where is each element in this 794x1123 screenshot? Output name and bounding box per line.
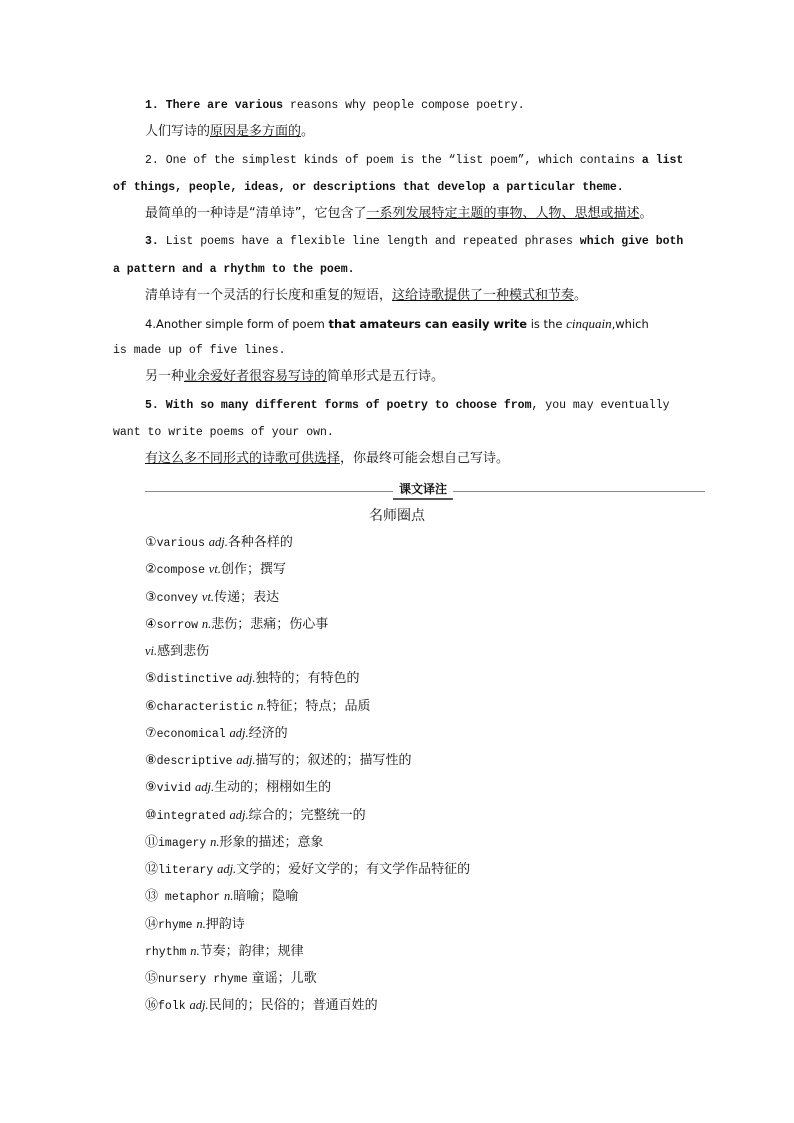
vocab-pos: n. [257,698,267,713]
sentence-2-cn-post: 。 [639,206,653,221]
vocab-pos: n. [210,834,220,849]
sentence-2-cn [145,205,715,223]
vocab-item [145,942,304,962]
vocab-meaning: 综合的；完整统一的 [248,807,366,823]
sentence-3-cn-underline: 这给诗歌提供了一种模式和节奏 [392,288,575,303]
vocab-pos: adj. [236,753,256,767]
vocab-index: ⑩ [145,807,157,823]
sentence-5-number: 5. [145,399,159,412]
vocab-word: rhythm [145,945,187,959]
vocab-pos: adj. [229,725,249,740]
vocab-word: imagery [158,836,207,850]
vocab-meaning: 描写的；叙述的；描写性的 [255,753,412,768]
vocab-index: ④ [145,616,157,632]
sentence-3-number: 3. [145,235,159,248]
sentence-3-bold-a: which give both [579,235,684,248]
vocab-meaning: 民间的；民俗的；普通百姓的 [208,998,378,1014]
vocab-index: ② [145,562,157,578]
vocab-item [145,588,279,608]
vocab-pos: vi. [145,644,158,658]
vocab-meaning: 经济的 [248,725,288,741]
vocab-word: compose [156,564,205,578]
vocab-meaning: 童谣；儿歌 [251,971,317,986]
vocab-item [145,806,366,826]
vocab-item [145,724,288,744]
vocab-index: ⑥ [145,698,157,714]
vocab-item [145,669,360,689]
vocab-item [145,642,209,661]
sentence-4-end: ,which [611,317,649,331]
sentence-1-number: 1. [145,99,159,112]
sentence-4-en-line1 [145,315,715,333]
vocab-pos: vt. [201,589,215,604]
vocab-pos: n. [190,943,200,958]
vocab-meaning: 特征；特点；品质 [266,698,371,714]
sentence-2-bold-a: a list [641,154,684,167]
vocab-pos: adj. [229,807,249,822]
vocab-index: ① [145,535,157,550]
vocab-item [145,915,245,935]
sentence-3-cn-post: 。 [574,288,588,303]
vocab-meaning: 独特的；有特色的 [255,671,360,687]
sentence-1-en [145,97,715,115]
vocab-item [145,860,470,880]
vocab-meaning: 暗喻；隐喻 [233,889,299,905]
vocab-index: ⑨ [145,780,157,796]
vocab-word: convey [156,591,199,605]
sentence-2-en-line1 [145,152,715,170]
vocab-item [145,560,286,580]
vocab-word: rhyme [158,918,193,932]
vocab-word: folk [158,1000,186,1014]
sentence-5-cn-underline: 有这么多不同形式的诗歌可供选择 [145,451,341,466]
vocab-index: ⑭ [145,916,159,932]
vocab-item [145,778,331,798]
vocab-word: vivid [156,782,192,796]
sentence-5-cn-post: ，你最终可能会想自己写诗。 [340,451,510,466]
vocab-word: descriptive [156,755,233,768]
sentence-1-cn-underline: 原因是多方面的 [210,124,302,139]
vocab-item [145,969,317,989]
section-title: 名师圈点 [369,508,425,524]
vocab-meaning: 感到悲伤 [157,644,210,659]
vocab-pos: n. [196,916,206,931]
vocab-word: metaphor [158,891,221,905]
vocab-item [145,833,324,853]
vocab-word: sorrow [156,618,199,632]
vocab-meaning: 悲伤；悲痛；伤心事 [211,616,329,632]
sentence-5-cn [145,450,715,468]
vocab-pos: n. [201,616,212,631]
vocab-word: characteristic [156,700,254,714]
vocab-index: ⑮ [145,971,159,986]
sentence-2-plain: 2. One of the simplest kinds of poem is the “list poem”, which contains [145,154,635,167]
vocab-meaning: 传递；表达 [214,589,280,605]
vocab-word: integrated [156,809,226,823]
sentence-1-cn-pre: 人们写诗的 [145,124,211,139]
vocab-meaning: 形象的描述；意象 [219,834,324,850]
sentence-4-italic: cinquain [566,316,612,331]
sentence-4-mid: is the [530,317,563,331]
vocab-meaning: 创作；撰写 [220,562,286,578]
vocab-word: economical [156,727,226,741]
vocab-meaning: 押韵诗 [205,916,245,932]
vocab-index: ⑪ [145,834,159,850]
sentence-5-en-line2: want to write poems of your own. [113,426,334,439]
sentence-4-cn-underline: 业余爱好者很容易写诗的 [184,369,328,384]
sentence-1-cn-post: 。 [301,124,315,139]
vocab-word: distinctive [156,673,233,687]
vocab-index: ⑯ [145,998,159,1014]
vocab-item [145,533,293,553]
vocab-index: ⑦ [145,725,157,741]
sentence-5-end: , you may eventually [531,399,670,412]
sentence-4-cn [145,368,715,386]
sentence-3-cn-pre: 清单诗有一个灵活的行长度和重复的短语， [145,288,393,303]
sentence-1-rest: reasons why people compose poetry. [289,99,525,112]
vocab-index: ⑧ [145,753,157,768]
vocab-word: literary [158,864,214,877]
vocab-pos: adj. [217,862,237,876]
vocab-index: ⑤ [145,671,157,687]
vocab-meaning: 节奏；韵律；规律 [199,943,304,959]
vocab-index: ③ [145,589,157,605]
vocab-pos: adj. [208,535,228,549]
vocab-pos: adj. [236,671,256,686]
vocab-word: nursery rhyme [158,973,248,986]
section-banner-label: 课文译注 [393,480,453,500]
vocab-pos: vt. [208,562,221,577]
sentence-4-cn-pre: 另一种 [145,369,185,384]
sentence-2-cn-pre: 最简单的一种诗是“清单诗”，它包含了 [145,206,367,221]
sentence-1-cn [145,123,715,141]
sentence-5-bold: With so many different forms of poetry to choose from [165,399,532,412]
sentence-4-bold: that amateurs can easily write [328,317,528,331]
sentence-3-en-line2: a pattern and a rhythm to the poem. [113,263,355,276]
sentence-3-plain: List poems have a flexible line length and repeated phrases [165,235,573,248]
sentence-5-en-line1 [145,397,715,415]
sentence-1-bold: There are various [165,99,284,112]
sentence-4-plain: 4.Another simple form of poem [145,317,325,331]
sentence-2-cn-underline: 一系列发展特定主题的事物、人物、思想或描述 [366,206,640,221]
vocab-meaning: 生动的；栩栩如生的 [214,780,332,796]
vocab-item [145,887,298,907]
sentence-4-cn-post: 简单形式是五行诗。 [327,369,445,384]
vocab-item [145,996,378,1016]
sentence-2-en-line2: of things, people, ideas, or descriptions that develop a particular theme. [113,181,624,194]
vocab-meaning: 各种各样的 [227,535,293,550]
vocab-pos: adj. [189,998,209,1013]
sentence-4-en-line2: is made up of five lines. [113,344,286,357]
vocab-item [145,615,328,635]
sentence-3-cn [145,287,715,305]
vocab-item [145,751,412,771]
vocab-pos: adj. [195,780,215,795]
vocab-index: ⑬ [145,889,159,905]
sentence-3-en-line1 [145,233,715,251]
vocab-item [145,697,371,717]
vocab-index: ⑫ [145,862,159,877]
vocab-meaning: 文学的；爱好文学的；有文学作品特征的 [236,862,471,877]
vocab-pos: n. [223,889,234,904]
vocab-word: various [156,537,205,550]
